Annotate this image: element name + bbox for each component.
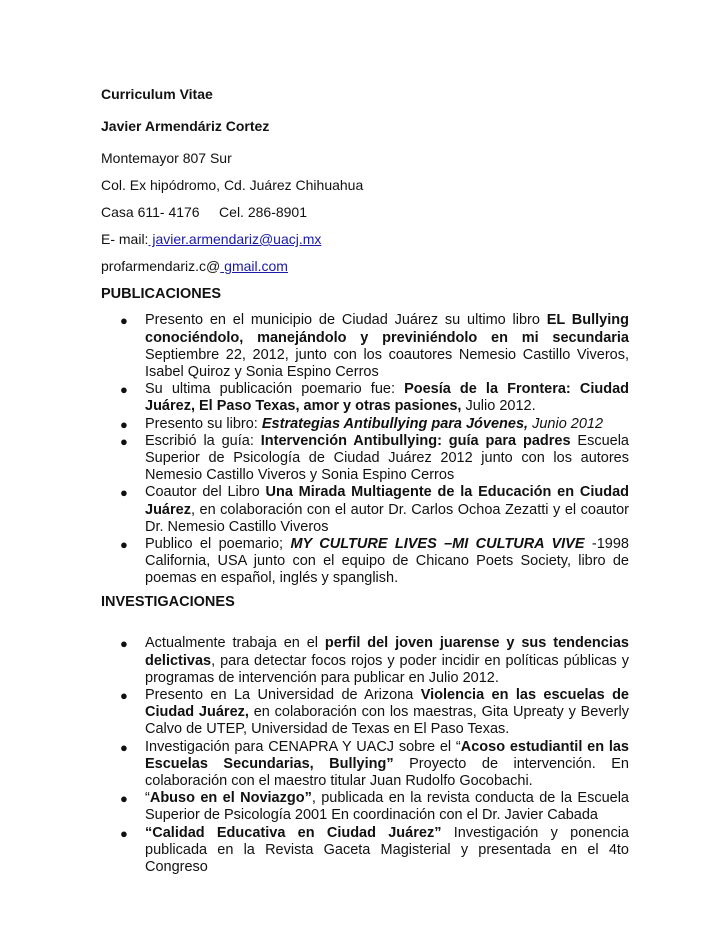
address-street: Montemayor 807 Sur <box>101 150 232 166</box>
item-text-run: , publicada en la revista conducta de la Escuela Superior de Psicología 2001 En coordinación con el Dr. Javier Cabada <box>145 790 629 824</box>
phone-line <box>101 204 307 221</box>
phone-cell: Cel. 286-8901 <box>219 204 307 220</box>
bullet-icon: ● <box>120 739 128 755</box>
phone-home: Casa 611- 4176 <box>101 204 200 220</box>
list-item <box>101 416 629 433</box>
email-link-gmail[interactable]: gmail.com <box>220 258 288 274</box>
item-text-run: perfil del joven juarense y sus tendencias delictivas <box>145 635 629 669</box>
item-text-run: Una Mirada Multiagente de la Educación en Ciudad Juárez <box>145 484 629 518</box>
list-item <box>101 312 629 381</box>
item-text-run: -1998 California, USA junto con el equipo de Chicano Poets Society, libro de poemas en español, inglés y spanglish. <box>145 536 629 587</box>
item-text-run: Proyecto de intervención. En colaboración con el maestro titular Juan Rudolfo Gocobachi. <box>145 755 629 790</box>
item-text-run: Actualmente trabaja en el <box>145 635 325 652</box>
bullet-icon: ● <box>120 313 128 329</box>
bullet-icon: ● <box>120 537 128 553</box>
document-title: Curriculum Vitae <box>101 86 213 102</box>
email-link-uacj[interactable]: javier.armendariz@uacj.mx <box>148 231 322 247</box>
investigaciones-list <box>101 635 629 876</box>
bullet-icon: ● <box>120 688 128 704</box>
item-text-run: Acoso estudiantil en las Escuelas Secundarias, Bullying” <box>145 738 629 772</box>
item-text-run: Poesía de la Frontera: Ciudad Juárez, El Paso Texas, amor y otras pasiones, <box>145 381 629 415</box>
publicaciones-title: PUBLICACIONES <box>101 286 222 302</box>
item-text-run: “Calidad Educativa en Ciudad Juárez” <box>145 824 442 841</box>
item-text-run: Julio 2012. <box>461 398 536 415</box>
item-text-run: Estrategias Antibullying para Jóvenes, <box>261 415 529 432</box>
item-text-run: “ <box>145 790 150 807</box>
bullet-icon: ● <box>120 382 128 398</box>
item-text-run: Investigación y ponencia publicada en la Revista Gaceta Magisterial y presentada en el 4to Congreso <box>145 824 629 876</box>
item-text-run: Investigación para CENAPRA Y UACJ sobre el “ <box>145 738 461 755</box>
item-text-run: Su ultima publicación poemario fue: <box>145 381 405 398</box>
person-name: Javier Armendáriz Cortez <box>101 118 270 134</box>
investigaciones-title: INVESTIGACIONES <box>101 594 235 610</box>
list-item <box>101 635 629 687</box>
item-text-run: en colaboración con los maestras, Gita Upreaty y Beverly Calvo de UTEP, Universidad de Texas en El Paso Texas. <box>145 704 629 738</box>
item-text-run: Escribió la guía: <box>145 432 261 449</box>
list-item <box>101 739 629 791</box>
item-text-run: Presento en el municipio de Ciudad Juárez su ultimo libro <box>145 312 547 329</box>
item-text-run: Intervención Antibullying: guía para padres <box>260 432 571 449</box>
item-text-run: Escuela Superior de Psicología de Ciudad Juárez 2012 junto con los autores Nemesio Castillo Viveros y Sonia Espino Cerros <box>145 432 629 484</box>
item-text-run: Coautor del Libro <box>145 484 266 501</box>
list-item <box>101 381 629 415</box>
email-label: E- mail: <box>101 231 149 247</box>
list-item <box>101 536 629 588</box>
bullet-icon: ● <box>120 416 128 432</box>
list-item <box>101 433 629 485</box>
bullet-icon: ● <box>120 636 128 652</box>
list-item <box>101 687 629 739</box>
item-text-run: Abuso en el Noviazgo” <box>149 790 312 807</box>
investigaciones-section <box>101 594 629 876</box>
email-line-2 <box>101 258 288 275</box>
item-text-run: Violencia en las escuelas de Ciudad Juárez, <box>145 687 629 721</box>
item-text-run: , en colaboración con el autor Dr. Carlos Ochoa Zezatti y el coautor Dr. Nemesio Castillo Viveros <box>145 501 629 535</box>
bullet-icon: ● <box>120 433 128 449</box>
item-text-run: Presento en La Universidad de Arizona <box>145 687 421 704</box>
bullet-icon: ● <box>120 825 128 841</box>
item-text-run: EL Bullying conociéndolo, manejándolo y previniéndolo en mi secundaria <box>145 312 629 346</box>
item-text-run: MY CULTURE LIVES –MI CULTURA VIVE <box>290 536 585 553</box>
email-line <box>101 231 321 248</box>
item-text-run: , para detectar focos rojos y poder incidir en políticas públicas y programas de intervención para publicar en Julio 2012. <box>145 652 629 686</box>
address-city: Col. Ex hipódromo, Cd. Juárez Chihuahua <box>101 177 364 193</box>
item-text-run: Publico el poemario; <box>145 536 291 553</box>
bullet-icon: ● <box>120 791 128 807</box>
email2-prefix: profarmendariz.c@ <box>101 258 221 274</box>
item-text-run: Junio 2012 <box>528 415 604 432</box>
list-item <box>101 790 629 824</box>
bullet-icon: ● <box>120 485 128 501</box>
list-item <box>101 825 629 877</box>
item-text-run: Septiembre 22, 2012, junto con los coautores Nemesio Castillo Viveros, Isabel Quiroz y Sonia Espino Cerros <box>145 346 629 381</box>
list-item <box>101 484 629 536</box>
item-text-run: Presento su libro: <box>145 415 262 432</box>
publicaciones-list <box>101 312 629 587</box>
publicaciones-section <box>101 286 629 588</box>
